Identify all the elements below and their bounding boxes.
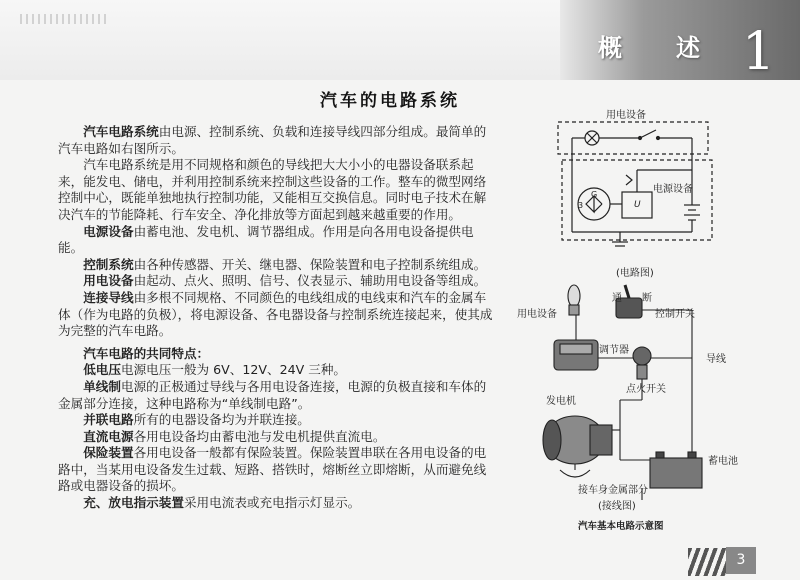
paragraph-text: 采用电流表或充电指示灯显示。 <box>183 495 361 511</box>
battery-device-icon <box>650 458 702 488</box>
paragraph-term: 充、放电指示装置 <box>83 495 184 511</box>
paragraph-term: 直流电源 <box>83 428 134 444</box>
paragraph-text: 电源电压一般为 6V、12V、24V 三种。 <box>120 362 347 378</box>
section-char-2: 述 <box>676 34 702 62</box>
paragraph-text: 由电源、控制系统、负载和连接导线四部分组成。最简单的汽车电路如右图所示。 <box>58 124 487 156</box>
phys-label-wire: 导线 <box>706 354 726 365</box>
paragraph-text: 电源的正极通过导线与各用电设备连接，电源的负极直接和车体的金属部分连接，这种电路称为“单线制电路”。 <box>58 378 487 411</box>
section-number: 1 <box>742 22 776 82</box>
paragraph-term: 单线制 <box>83 378 121 394</box>
phys-label-battery: 蓄电池 <box>708 456 738 467</box>
ignition-switch-icon <box>633 347 651 365</box>
ground-strap <box>560 470 590 477</box>
circuit-label-u: U <box>634 200 641 210</box>
paragraph-text: 由多根不同规格、不同颜色的电线组成的电线束和汽车的金属车体（作为电路的负极），将电源设备、各电器设备与控制系统连接起来，使其成为完整的汽车电路。 <box>58 289 493 339</box>
section-char-1: 概 <box>598 34 624 62</box>
phys-label-regulator: 调节器 <box>599 345 629 356</box>
phys-label-on: 通 <box>612 293 622 304</box>
circuit-label-g: G <box>591 190 598 199</box>
phys-caption: 汽车基本电路示意图 <box>578 521 664 532</box>
footer-stripes <box>688 548 728 576</box>
paragraph-text: 由起动、点火、照明、信号、仪表显示、辅助用电设备等组成。 <box>133 273 487 289</box>
phys-label-ignition: 点火开关 <box>626 384 666 395</box>
page-title: 汽车的电路系统 <box>320 91 460 111</box>
page-number: 3 <box>726 547 756 574</box>
phys-label-control-switch: 控制开关 <box>655 309 695 320</box>
phys-label-ground: 接车身金属部分 <box>578 485 648 496</box>
paragraph-text: 所有的电器设备均为并联连接。 <box>133 412 310 428</box>
phys-label-load: 用电设备 <box>517 309 557 320</box>
paragraph-term: 保险装置 <box>83 445 134 461</box>
circuit-label-load: 用电设备 <box>606 110 646 121</box>
paragraph-text: 由各种传感器、开关、继电器、保险装置和电子控制系统组成。 <box>133 256 487 272</box>
paragraph-term: 电源设备 <box>83 223 134 239</box>
phys-label-off: 断 <box>642 293 652 304</box>
paragraph-term: 低电压 <box>83 362 121 378</box>
paragraph-term: 用电设备 <box>83 273 134 289</box>
paragraph-text: 各用电设备均由蓄电池与发电机提供直流电。 <box>133 428 386 444</box>
paragraph-text: 由蓄电池、发电机、调节器组成。作用是向各用电设备提供电能。 <box>58 223 474 256</box>
circuit-caption: (电路图) <box>616 268 654 279</box>
bulb-icon <box>568 285 580 307</box>
paragraph-text: 汽车电路系统是用不同规格和颜色的导线把大大小小的电器设备联系起来，能发电、储电，并利用控制系统来控制这些设备的工作。整车的微型网络控制中心，既能单独地执行控制功能，又能相互交换信息。同时电子技术在解决汽车的节能降耗、行车安全、净化排放等方面起到越来越重要的作用。 <box>58 157 487 222</box>
paragraph-term: 汽车电路系统 <box>83 124 159 139</box>
paragraph-term: 控制系统 <box>83 256 134 272</box>
paragraph-text: 各用电设备一般都有保险装置。保险装置串联在各用电设备的电路中，当某用电设备发生过载、短路、搭铁时，熔断丝立即熔断，从而避免线路或电器设备的损坏。 <box>58 445 487 494</box>
paragraph-term: 并联电路 <box>83 412 134 428</box>
phys-label-ground-sub: (接线图) <box>598 501 636 512</box>
circuit-label-phase: 3 <box>578 201 584 210</box>
paragraph-term: 汽车电路的共同特点： <box>83 345 210 361</box>
circuit-label-power: 电源设备 <box>653 184 693 195</box>
paragraph-term: 连接导线 <box>83 289 134 305</box>
switch-icon <box>640 130 656 138</box>
phys-label-generator: 发电机 <box>546 396 576 407</box>
